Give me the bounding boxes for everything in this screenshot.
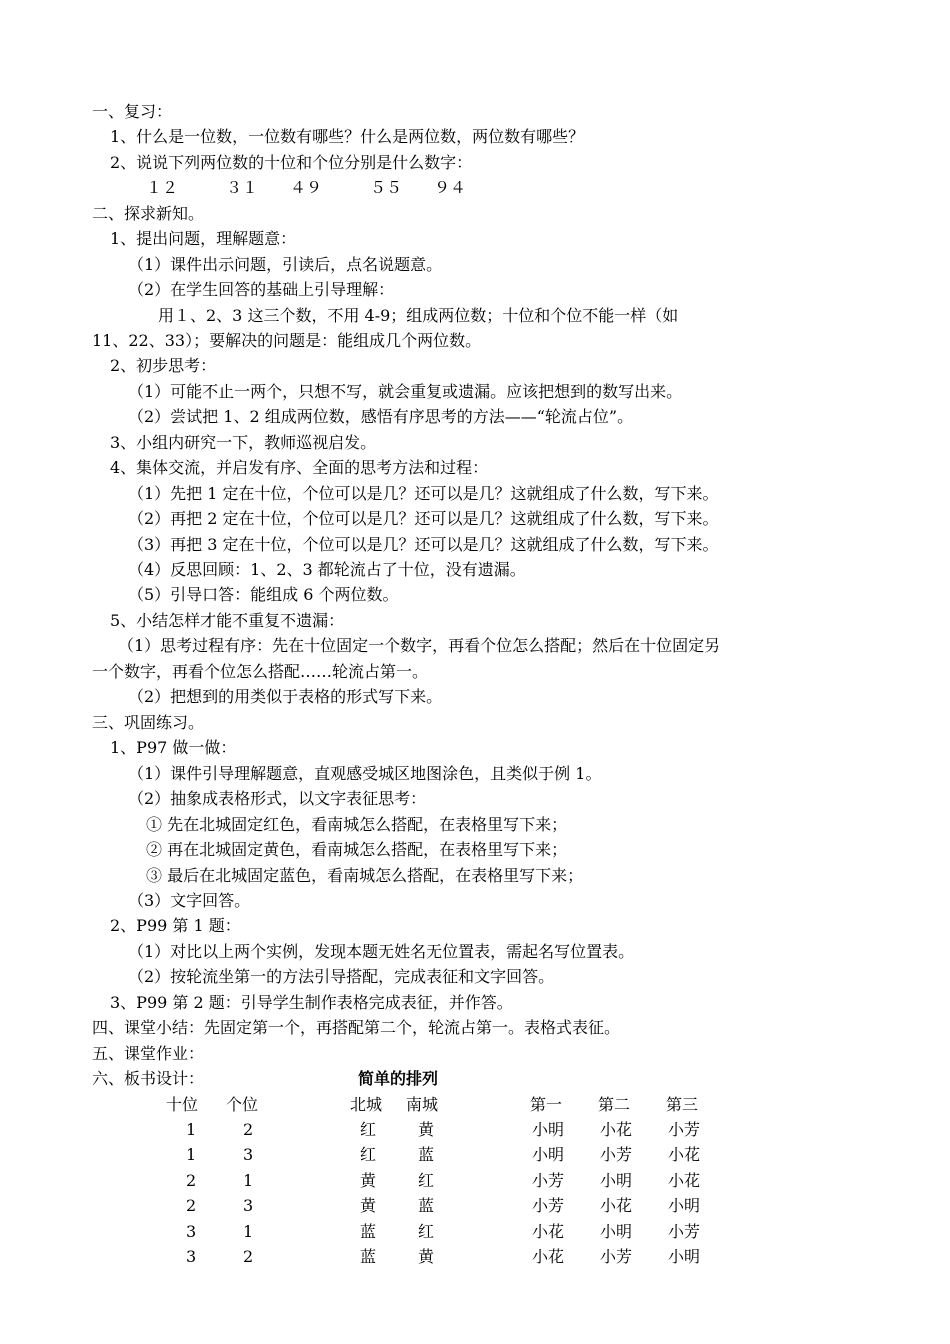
- section-heading-new-knowledge: 二、探求新知。: [92, 204, 205, 223]
- seats-table-header: 第二: [598, 1095, 631, 1114]
- digits-table-cell: 2: [243, 1247, 254, 1266]
- text-line: （2）把想到的用类似于表格的形式写下来。: [128, 687, 443, 706]
- seats-table-cell: 小芳: [668, 1120, 701, 1139]
- cities-table-header: 南城: [406, 1095, 439, 1114]
- section-heading-review: 一、复习：: [92, 102, 173, 121]
- seats-table-cell: 小明: [532, 1145, 565, 1164]
- cities-table-cell: 蓝: [418, 1196, 435, 1215]
- seats-table-cell: 小明: [668, 1247, 701, 1266]
- seats-table-cell: 小花: [532, 1222, 565, 1241]
- cities-table-cell: 黄: [360, 1196, 377, 1215]
- seats-table-cell: 小明: [600, 1222, 633, 1241]
- seats-table-cell: 小花: [668, 1145, 701, 1164]
- section-heading-board-design: 六、板书设计：: [92, 1069, 205, 1088]
- text-line: 3、小组内研究一下，教师巡视启发。: [110, 433, 377, 452]
- seats-table-cell: 小花: [532, 1247, 565, 1266]
- text-line: （3）文字回答。: [128, 891, 251, 910]
- cities-table-cell: 蓝: [360, 1222, 377, 1241]
- text-line: （5）引导口答：能组成 6 个两位数。: [128, 585, 399, 604]
- digits-table-cell: 2: [186, 1196, 197, 1215]
- digits-table-cell: 3: [186, 1222, 197, 1241]
- cities-table-cell: 红: [418, 1171, 435, 1190]
- text-line: （1）先把 1 定在十位，个位可以是几？还可以是几？这就组成了什么数，写下来。: [128, 484, 719, 503]
- text-line: ③ 最后在北城固定蓝色，看南城怎么搭配，在表格里写下来；: [146, 866, 584, 885]
- text-line: 4、集体交流，并启发有序、全面的思考方法和过程：: [110, 458, 489, 477]
- seats-table-cell: 小芳: [668, 1222, 701, 1241]
- seats-table-cell: 小芳: [600, 1247, 633, 1266]
- digits-table-cell: 3: [243, 1145, 254, 1164]
- digits-table-cell: 2: [243, 1120, 254, 1139]
- seats-table-cell: 小芳: [532, 1196, 565, 1215]
- digits-table-header: 个位: [226, 1095, 259, 1114]
- cities-table-header: 北城: [350, 1095, 383, 1114]
- text-line: （2）尝试把 1、2 组成两位数，感悟有序思考的方法——“轮流占位”。: [128, 407, 634, 426]
- digits-table-header: 十位: [166, 1095, 199, 1114]
- cities-table-cell: 红: [360, 1145, 377, 1164]
- seats-table-cell: 小花: [668, 1171, 701, 1190]
- text-line: （1）对比以上两个实例，发现本题无姓名无位置表，需起名写位置表。: [128, 942, 635, 961]
- digits-table-cell: 1: [186, 1120, 197, 1139]
- seats-table-header: 第一: [530, 1095, 563, 1114]
- seats-table-cell: 小明: [668, 1196, 701, 1215]
- seats-table-cell: 小花: [600, 1120, 633, 1139]
- text-line: （2）在学生回答的基础上引导理解：: [128, 280, 395, 299]
- text-line: 2、说说下列两位数的十位和个位分别是什么数字：: [110, 153, 473, 172]
- text-line: 用１、2、3 这三个数，不用 4-9；组成两位数；十位和个位不能一样（如: [158, 306, 679, 325]
- digits-table-cell: 2: [186, 1171, 197, 1190]
- cities-table-cell: 蓝: [360, 1247, 377, 1266]
- cities-table-cell: 蓝: [418, 1145, 435, 1164]
- section-heading-summary: 四、课堂小结：先固定第一个，再搭配第二个，轮流占第一。表格式表征。: [92, 1018, 621, 1037]
- text-line: ① 先在北城固定红色，看南城怎么搭配，在表格里写下来；: [146, 815, 568, 834]
- text-line: 3、P99 第 2 题：引导学生制作表格完成表征，并作答。: [110, 993, 513, 1012]
- seats-table-cell: 小明: [532, 1120, 565, 1139]
- digits-table-cell: 1: [243, 1171, 254, 1190]
- digits-table-cell: 3: [243, 1196, 254, 1215]
- text-line: 一个数字，再看个位怎么搭配……轮流占第一。: [92, 662, 429, 681]
- section-heading-practice: 三、巩固练习。: [92, 713, 205, 732]
- cities-table-cell: 黄: [360, 1171, 377, 1190]
- text-line: 1、提出问题，理解题意：: [110, 229, 297, 248]
- text-line: 2、P99 第 1 题：: [110, 916, 241, 935]
- cities-table-cell: 红: [360, 1120, 377, 1139]
- section-heading-homework: 五、课堂作业：: [92, 1044, 205, 1063]
- text-line: 11、22、33）；要解决的问题是：能组成几个两位数。: [92, 331, 482, 350]
- text-line: ② 再在北城固定黄色，看南城怎么搭配，在表格里写下来；: [146, 840, 568, 859]
- text-line: （3）再把 3 定在十位，个位可以是几？还可以是几？这就组成了什么数，写下来。: [128, 535, 719, 554]
- digits-table-cell: 1: [243, 1222, 254, 1241]
- text-line: 1、什么是一位数，一位数有哪些？什么是两位数，两位数有哪些？: [110, 127, 585, 146]
- seats-table-header: 第三: [666, 1095, 699, 1114]
- text-line: （1）课件引导理解题意，直观感受城区地图涂色，且类似于例 1。: [128, 764, 602, 783]
- seats-table-cell: 小明: [600, 1171, 633, 1190]
- text-line: （2）再把 2 定在十位，个位可以是几？还可以是几？这就组成了什么数，写下来。: [128, 509, 719, 528]
- text-line: （2）抽象成表格形式，以文字表征思考：: [128, 789, 427, 808]
- text-line: 5、小结怎样才能不重复不遗漏：: [110, 611, 345, 630]
- text-line: （2）按轮流坐第一的方法引导搭配，完成表征和文字回答。: [128, 967, 555, 986]
- text-line: （1）思考过程有序：先在十位固定一个数字，再看个位怎么搭配；然后在十位固定另: [118, 636, 721, 655]
- cities-table-cell: 黄: [418, 1120, 435, 1139]
- seats-table-cell: 小芳: [532, 1171, 565, 1190]
- text-line: （1）课件出示问题，引读后，点名说题意。: [128, 255, 443, 274]
- number-list: １２ ３１ ４９ ５５ ９４: [146, 178, 467, 197]
- digits-table-cell: 1: [186, 1145, 197, 1164]
- board-title: 简单的排列: [358, 1069, 439, 1088]
- cities-table-cell: 黄: [418, 1247, 435, 1266]
- digits-table-cell: 3: [186, 1247, 197, 1266]
- text-line: 2、初步思考：: [110, 356, 217, 375]
- text-line: （4）反思回顾：1、2、3 都轮流占了十位，没有遗漏。: [128, 560, 526, 579]
- seats-table-cell: 小芳: [600, 1145, 633, 1164]
- text-line: 1、P97 做一做：: [110, 738, 237, 757]
- cities-table-cell: 红: [418, 1222, 435, 1241]
- seats-table-cell: 小花: [600, 1196, 633, 1215]
- text-line: （1）可能不止一两个，只想不写，就会重复或遗漏。应该把想到的数写出来。: [128, 382, 683, 401]
